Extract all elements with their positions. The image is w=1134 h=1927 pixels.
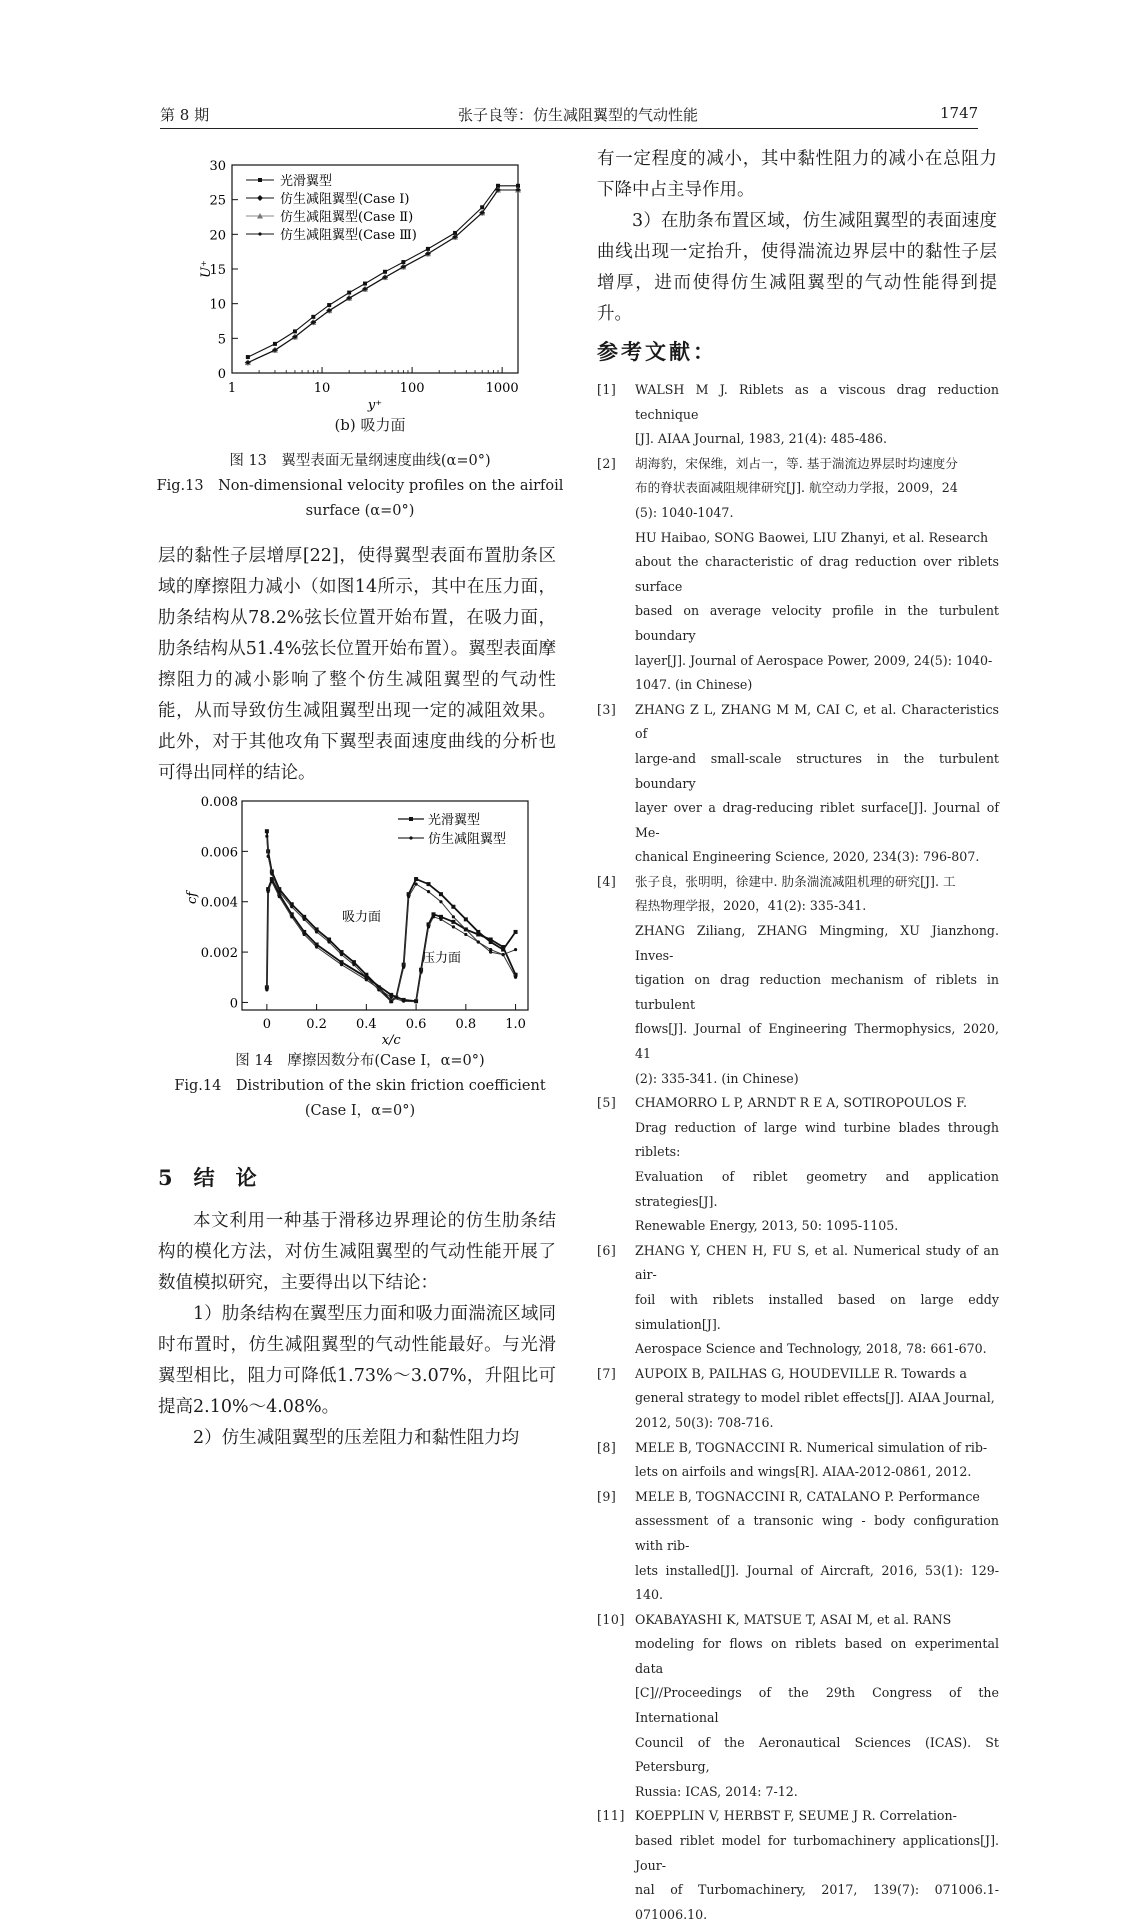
reference-line: [C]//Proceedings of the 29th Congress of the International xyxy=(635,1685,999,1726)
reference-line: Council of the Aeronautical Sciences (ICAS). St Petersburg, xyxy=(635,1734,999,1775)
reference-line: KOEPPLIN V, HERBST F, SEUME J R. Correlation- xyxy=(635,1808,957,1824)
fig14-data-point xyxy=(514,930,518,934)
fig14-data-point xyxy=(267,855,270,858)
fig14-y-tick-label: 0 xyxy=(229,996,238,1012)
fig13-data-point xyxy=(348,297,351,300)
fig14-data-point xyxy=(477,940,480,943)
reference-line: general strategy to model riblet effects[J]. AIAA Journal, xyxy=(635,1390,995,1406)
fig14-data-point xyxy=(439,892,443,896)
reference-line: chanical Engineering Science, 2020, 234(3): 796-807. xyxy=(635,849,980,865)
fig13-y-tick-label: 25 xyxy=(209,193,226,209)
fig14-data-point xyxy=(265,988,268,991)
fig13-data-point xyxy=(363,282,367,286)
reference-number: [5] xyxy=(597,1095,617,1111)
fig13-data-point xyxy=(293,335,296,338)
fig13-panel-label: (b) 吸力面 xyxy=(334,416,406,434)
fig13-legend-marker xyxy=(258,232,261,235)
fig13-x-axis-label: y⁺ xyxy=(367,398,383,413)
fig13-data-point xyxy=(401,260,405,264)
fig14-annotation-pressure: 压力面 xyxy=(422,951,462,966)
section5-p1: 本文利用一种基于滑移边界理论的仿生肋条结构的模化方法，对仿生减阻翼型的气动性能开展了数值模拟研究，主要得出以下结论： xyxy=(158,1211,556,1293)
reference-number: [11] xyxy=(597,1808,625,1824)
fig13-y-tick-label: 15 xyxy=(209,263,226,278)
left-paragraph xyxy=(158,541,556,789)
reference-number: [2] xyxy=(597,455,617,471)
fig13-y-tick-label: 5 xyxy=(217,332,226,348)
reference-item xyxy=(597,870,999,1091)
fig14-data-point xyxy=(365,978,368,981)
reference-item xyxy=(597,1091,999,1239)
fig14-x-tick-label: 1.0 xyxy=(505,1017,526,1032)
fig13-caption-en-2: surface (α=0°) xyxy=(305,503,415,519)
left-paragraph-text: 层的黏性子层增厚[22]，使得翼型表面布置肋条区域的摩擦阻力减小（如图14所示，其中在压力面，肋条结构从78.2%弦长位置开始布置，在吸力面，肋条结构从51.4%弦长位置开始布置）。翼型表面摩擦阻力的减小影响了整个仿生减阻翼型的气动性能，从而导致仿生减阻翼型出现一定的减阻效果。此外，对于其他攻角下翼型表面速度曲线的分析也可得出同样的结论。 xyxy=(158,546,556,783)
fig13-data-point xyxy=(363,288,366,291)
reference-line: ZHANG Z L, ZHANG M M, CAI C, et al. Characteristics of xyxy=(635,701,999,742)
reference-line: WALSH M J. Riblets as a viscous drag reduction technique xyxy=(635,382,999,422)
fig14-x-tick-label: 0.6 xyxy=(405,1017,427,1032)
fig13-data-point xyxy=(481,211,484,214)
fig14-data-point xyxy=(315,930,318,933)
fig14-data-point xyxy=(427,890,430,893)
fig14-data-point xyxy=(514,948,517,951)
fig14-data-point xyxy=(489,948,492,951)
fig14-data-point xyxy=(451,905,455,909)
right-top-p1: 有一定程度的减小，其中黏性阻力的减小在总阻力下降中占主导作用。 xyxy=(597,149,997,200)
right-top-body xyxy=(597,144,997,330)
fig14-x-axis-label: x/c xyxy=(381,1033,401,1048)
fig13-data-point xyxy=(383,276,386,279)
fig13-data-point xyxy=(246,355,250,359)
fig13-x-tick-label: 10 xyxy=(313,381,331,396)
reference-line: Drag reduction of large wind turbine blades through riblets: xyxy=(635,1119,999,1160)
fig14-data-point xyxy=(290,915,293,918)
reference-number: [3] xyxy=(597,701,617,717)
fig14-data-point xyxy=(267,890,270,893)
reference-line: 布的脊状表面减阻规律研究[J]. 航空动力学报，2009，24 xyxy=(635,480,958,496)
fig13-legend-marker xyxy=(258,178,262,182)
reference-number: [8] xyxy=(597,1439,617,1455)
reference-number: [1] xyxy=(597,382,617,397)
section5-body xyxy=(158,1206,556,1454)
fig13-y-tick-label: 10 xyxy=(209,297,226,313)
fig14-data-point xyxy=(270,872,273,875)
fig14-data-point xyxy=(265,829,269,833)
reference-line: MELE B, TOGNACCINI R, CATALANO P. Performance xyxy=(635,1488,980,1504)
reference-line: nal of Turbomachinery, 2017, 139(7): 071006.1-071006.10. xyxy=(635,1882,999,1922)
fig13-y-tick-label: 30 xyxy=(209,159,226,174)
fig14-data-point xyxy=(502,953,505,956)
reference-line: Aerospace Science and Technology, 2018, 78: 661-670. xyxy=(635,1341,987,1357)
fig14-data-point xyxy=(489,937,493,941)
reference-line: [J]. AIAA Journal, 1983, 21(4): 485-486. xyxy=(635,431,888,447)
reference-number: [7] xyxy=(597,1365,617,1381)
reference-line: 程热物理学报，2020，41(2): 335-341. xyxy=(635,898,867,914)
fig14-data-point xyxy=(427,882,431,886)
fig14-data-point xyxy=(419,971,422,974)
reference-item xyxy=(597,1804,999,1927)
fig13-data-point xyxy=(328,309,331,312)
fig13-chart xyxy=(160,150,560,440)
fig14-data-point xyxy=(390,996,393,999)
section5-heading: 5 结 论 xyxy=(158,1165,257,1190)
fig14-data-point xyxy=(303,933,306,936)
fig14-x-tick-label: 0.2 xyxy=(306,1017,327,1032)
fig14-x-tick-label: 0.4 xyxy=(356,1017,377,1032)
fig14-data-point xyxy=(327,940,330,943)
reference-number: [6] xyxy=(597,1242,617,1258)
fig13-data-point xyxy=(480,205,484,209)
fig14-data-point xyxy=(427,925,430,928)
reference-line: OKABAYASHI K, MATSUE T, ASAI M, et al. RANS xyxy=(635,1611,952,1627)
fig14-caption-en-1: Fig.14 Distribution of the skin friction coefficient xyxy=(174,1078,546,1094)
fig13-data-point xyxy=(402,265,405,268)
fig13-x-tick-label: 1000 xyxy=(485,381,519,396)
fig14-caption xyxy=(150,1049,570,1124)
fig13-data-point xyxy=(383,270,387,274)
header-page-number: 1747 xyxy=(940,104,979,122)
fig13-x-tick-label: 1 xyxy=(227,381,237,396)
fig14-data-point xyxy=(452,915,455,918)
reference-line: (2): 335-341. (in Chinese) xyxy=(635,1070,799,1086)
fig14-data-point xyxy=(290,905,293,908)
reference-line: based riblet model for turbomachinery applications[J]. Jour- xyxy=(635,1833,999,1873)
fig14-data-point xyxy=(414,1000,417,1003)
reference-item xyxy=(597,1608,999,1805)
fig14-y-tick-label: 0.008 xyxy=(200,795,238,810)
fig13-y-tick-label: 20 xyxy=(209,228,226,244)
fig14-data-point xyxy=(439,900,442,903)
reference-line: about the characteristic of drag reduction over riblets surface xyxy=(635,554,999,594)
fig13-caption-en-1: Fig.13 Non-dimensional velocity profiles on the airfoil xyxy=(156,478,564,494)
section5-p3: 2）仿生减阻翼型的压差阻力和黏性阻力均 xyxy=(193,1428,520,1448)
reference-line: 胡海豹，宋保维，刘占一，等. 基于湍流边界层时均速度分 xyxy=(635,455,958,471)
reference-number: [10] xyxy=(597,1611,625,1627)
right-top-p2: 3）在肋条布置区域，仿生减阻翼型的表面速度曲线出现一定抬升，使得湍流边界层中的黏性子层增厚，进而使得仿生减阻翼型的气动性能得到提升。 xyxy=(597,211,997,324)
fig14-data-point xyxy=(407,895,410,898)
reference-item xyxy=(597,1485,999,1608)
reference-line: ZHANG Ziliang, ZHANG Mingming, XU Jianzhong. Inves- xyxy=(635,923,999,963)
fig14-caption-en-2: (Case Ⅰ，α=0°) xyxy=(304,1103,416,1119)
reference-line: (5): 1040-1047. xyxy=(635,504,734,520)
fig14-x-tick-label: 0.8 xyxy=(455,1017,477,1032)
fig13-data-point xyxy=(311,315,315,319)
fig14-data-point xyxy=(340,953,343,956)
fig14-caption-cn: 图 14 摩擦因数分布(Case Ⅰ，α=0°) xyxy=(235,1053,485,1069)
reference-line: Russia: ICAS, 2014: 7-12. xyxy=(635,1783,798,1799)
fig14-legend-marker xyxy=(409,817,413,821)
fig14-data-point xyxy=(340,963,343,966)
fig13-data-point xyxy=(273,342,277,346)
reference-item xyxy=(597,1362,999,1436)
fig14-data-point xyxy=(432,915,435,918)
fig14-data-point xyxy=(514,976,517,979)
fig13-data-point xyxy=(312,321,315,324)
fig14-data-point xyxy=(464,928,467,931)
reference-line: HU Haibao, SONG Baowei, LIU Zhanyi, et al. Research xyxy=(635,529,989,545)
reference-line: AUPOIX B, PAILHAS G, HOUDEVILLE R. Towards a xyxy=(635,1365,967,1381)
reference-item xyxy=(597,698,999,870)
reference-line: large-and small-scale structures in the turbulent boundary xyxy=(635,750,999,791)
reference-line: flows[J]. Journal of Engineering Thermophysics, 2020, 41 xyxy=(635,1021,999,1062)
fig13-data-point xyxy=(426,247,430,251)
fig13-legend-marker xyxy=(257,195,263,201)
header-title: 张子良等：仿生减阻翼型的气动性能 xyxy=(458,106,699,124)
fig14-data-point xyxy=(270,880,273,883)
fig14-data-point xyxy=(476,932,480,936)
fig14-data-point xyxy=(451,920,455,924)
fig14-data-point xyxy=(278,890,281,893)
reference-line: based on average velocity profile in the turbulent boundary xyxy=(635,603,999,643)
fig13-data-point xyxy=(426,252,429,255)
reference-item xyxy=(597,1239,999,1362)
reference-line: 2012, 50(3): 708-716. xyxy=(635,1414,774,1430)
fig14-data-point xyxy=(402,1000,405,1003)
fig14-y-tick-label: 0.006 xyxy=(200,845,238,861)
fig13-legend-label: 仿生减阻翼型(Case Ⅱ) xyxy=(280,210,414,225)
fig14-legend-label: 光滑翼型 xyxy=(428,813,481,828)
reference-line: layer over a drag-reducing riblet surface[J]. Journal of Me- xyxy=(635,800,999,840)
fig13-y-tick-label: 0 xyxy=(217,367,226,382)
fig13-legend-label: 仿生减阻翼型(Case Ⅲ) xyxy=(280,228,417,243)
fig14-legend-marker xyxy=(409,836,412,839)
header-rule xyxy=(160,128,978,129)
fig14-data-point xyxy=(439,918,442,921)
fig13-legend-label: 光滑翼型 xyxy=(280,174,333,189)
fig14-data-point xyxy=(390,1000,393,1003)
fig14-data-point xyxy=(303,918,306,921)
fig13-data-point xyxy=(273,349,276,352)
fig14-y-tick-label: 0.002 xyxy=(200,946,238,962)
reference-line: assessment of a transonic wing - body configuration with rib- xyxy=(635,1513,999,1553)
fig13-data-point xyxy=(327,303,331,307)
fig14-chart xyxy=(160,790,560,1052)
reference-item xyxy=(597,378,999,452)
reference-number: [9] xyxy=(597,1488,617,1504)
header-issue: 第 8 期 xyxy=(160,106,210,124)
fig14-data-point xyxy=(464,917,468,921)
fig14-data-point xyxy=(452,925,455,928)
fig13-caption-cn: 图 13 翼型表面无量纲速度曲线(α=0°) xyxy=(229,453,491,469)
reference-line: lets on airfoils and wings[R]. AIAA-2012-0861, 2012. xyxy=(635,1464,972,1480)
fig14-annotation-suction: 吸力面 xyxy=(342,910,382,925)
section5-p2: 1）肋条结构在翼型压力面和吸力面湍流区域同时布置时，仿生减阻翼型的气动性能最好。与光滑翼型相比，阻力可降低1.73%～3.07%，升阻比可提高2.10%～4.08%。 xyxy=(158,1304,556,1417)
fig14-y-tick-label: 0.004 xyxy=(200,895,238,911)
fig14-data-point xyxy=(464,933,467,936)
reference-line: 1047. (in Chinese) xyxy=(635,677,753,693)
fig14-data-point xyxy=(501,945,505,949)
fig14-data-point xyxy=(265,835,268,838)
fig14-data-point xyxy=(414,877,418,881)
fig13-data-point xyxy=(453,236,456,239)
reference-number: [4] xyxy=(597,873,617,889)
reference-line: Evaluation of riblet geometry and application strategies[J]. xyxy=(635,1169,999,1209)
fig13-legend-label: 仿生减阻翼型(Case Ⅰ) xyxy=(280,192,410,207)
reference-line: foil with riblets installed based on large eddy simulation[J]. xyxy=(635,1291,999,1332)
reference-line: layer[J]. Journal of Aerospace Power, 2009, 24(5): 1040- xyxy=(635,652,993,668)
fig14-data-point xyxy=(352,963,355,966)
reference-line: lets installed[J]. Journal of Aircraft, 2016, 53(1): 129-140. xyxy=(635,1562,999,1603)
reference-list xyxy=(597,378,999,1927)
reference-line: ZHANG Y, CHEN H, FU S, et al. Numerical study of an air- xyxy=(635,1242,999,1283)
fig14-x-tick-label: 0 xyxy=(262,1017,272,1032)
fig14-data-point xyxy=(414,882,417,885)
fig13-data-point xyxy=(246,361,249,364)
fig14-legend-label: 仿生减阻翼型 xyxy=(428,832,507,847)
reference-item xyxy=(597,1436,999,1485)
fig14-data-point xyxy=(315,945,318,948)
fig14-y-axis-label: cf xyxy=(185,891,200,905)
reference-line: modeling for flows on riblets based on experimental data xyxy=(635,1636,999,1676)
fig14-data-point xyxy=(402,966,405,969)
reference-item xyxy=(597,452,999,698)
reference-line: 张子良，张明明，徐建中. 肋条湍流减阻机理的研究[J]. 工 xyxy=(635,873,956,889)
fig13-data-point xyxy=(293,329,297,333)
fig13-caption xyxy=(150,449,570,524)
reference-line: tigation on drag reduction mechanism of riblets in turbulent xyxy=(635,972,999,1012)
fig14-data-point xyxy=(278,895,281,898)
references-heading: 参考文献： xyxy=(597,339,717,364)
fig14-series-line xyxy=(267,879,516,1001)
fig13-data-point xyxy=(516,188,519,191)
fig13-data-point xyxy=(496,188,499,191)
reference-line: CHAMORRO L P, ARNDT R E A, SOTIROPOULOS F. xyxy=(635,1095,968,1111)
reference-line: Renewable Energy, 2013, 50: 1095-1105. xyxy=(635,1218,899,1234)
fig13-x-tick-label: 100 xyxy=(399,381,425,396)
fig13-y-axis-label: U⁺ xyxy=(199,260,214,278)
fig13-data-point xyxy=(347,291,351,295)
reference-line: MELE B, TOGNACCINI R. Numerical simulation of rib- xyxy=(635,1439,988,1455)
